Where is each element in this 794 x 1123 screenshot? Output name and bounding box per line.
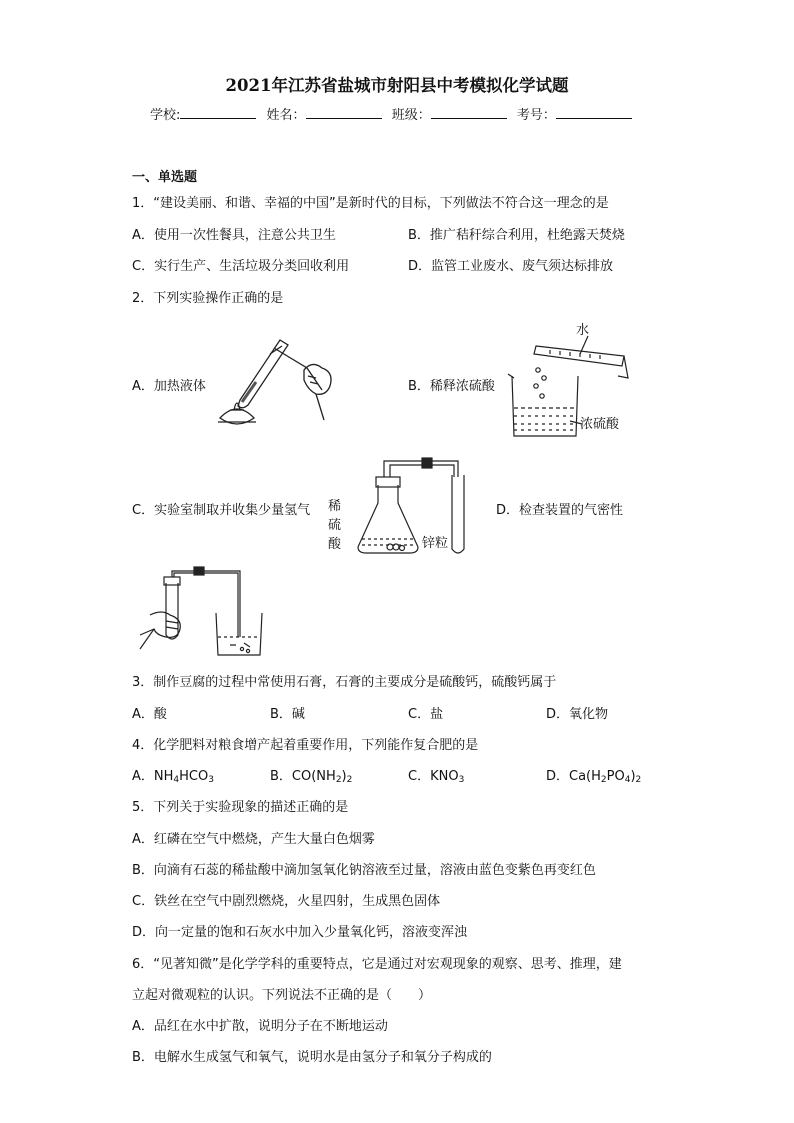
q4-option-d bbox=[546, 765, 641, 785]
q1-option-a: A．使用一次性餐具，注意公共卫生 bbox=[132, 228, 336, 243]
q3-option-b: B．碱 bbox=[270, 707, 305, 722]
q4-b-f3: 2 bbox=[346, 775, 353, 785]
q4-c-f0: KNO bbox=[430, 769, 459, 784]
q4-a-f2: HCO bbox=[179, 769, 209, 784]
label-dilute-acid-2: 硫 bbox=[328, 518, 342, 533]
q2-stem: 2．下列实验操作正确的是 bbox=[132, 291, 284, 306]
q3-option-c: C．盐 bbox=[408, 707, 444, 722]
figure-diluting-acid bbox=[500, 316, 650, 441]
q4-d-f2: PO bbox=[606, 769, 625, 784]
q6-stem-line2: 立起对微观粒的认识。下列说法不正确的是（ ） bbox=[132, 988, 432, 1003]
q4-d-f1: 2 bbox=[600, 775, 607, 785]
q4-b-f0: CO(NH bbox=[291, 769, 336, 784]
q4-b-f1: 2 bbox=[335, 775, 342, 785]
q4-option-b bbox=[270, 765, 352, 785]
q3-option-d: D．氧化物 bbox=[546, 707, 609, 722]
q6-option-b: B．电解水生成氢气和氧气，说明水是由氢分子和氧分子构成的 bbox=[132, 1050, 492, 1065]
q5-option-d: D．向一定量的饱和石灰水中加入少量氧化钙，溶液变浑浊 bbox=[132, 925, 468, 940]
q2-option-d: D．检查装置的气密性 bbox=[496, 503, 624, 518]
q4-b-f2: ) bbox=[341, 769, 347, 784]
q4-a-f3: 3 bbox=[208, 775, 214, 785]
q5-option-c: C．铁丝在空气中剧烈燃烧，火星四射，生成黑色固体 bbox=[132, 894, 441, 909]
q3-stem: 3．制作豆腐的过程中常使用石膏，石膏的主要成分是硫酸钙，硫酸钙属于 bbox=[132, 675, 557, 690]
section-heading: 一、单选题 bbox=[132, 170, 198, 185]
q2-option-a: A．加热液体 bbox=[132, 379, 206, 394]
label-dilute-acid-1: 稀 bbox=[328, 499, 342, 514]
q5-option-b: B．向滴有石蕊的稀盐酸中滴加氢氧化钠溶液至过量，溶液由蓝色变紫色再变红色 bbox=[132, 863, 596, 878]
q5-stem: 5．下列关于实验现象的描述正确的是 bbox=[132, 800, 349, 815]
q5-option-a: A．红磷在空气中燃烧，产生大量白色烟雾 bbox=[132, 832, 375, 847]
field-name-label: 姓名： bbox=[266, 108, 306, 123]
q2-option-c: C．实验室制取并收集少量氢气 bbox=[132, 503, 311, 518]
figure-heating-liquid bbox=[212, 330, 362, 435]
q4-d-prefix: D． bbox=[546, 769, 570, 784]
q4-c-f1: 3 bbox=[458, 775, 465, 785]
q4-stem: 4．化学肥料对粮食增产起着重要作用，下列能作复合肥的是 bbox=[132, 738, 479, 753]
q4-c-prefix: C． bbox=[408, 769, 431, 784]
label-dilute-acid-3: 酸 bbox=[328, 537, 342, 552]
field-school-label: 学校: bbox=[150, 108, 181, 123]
figure-hydrogen-prep bbox=[326, 455, 476, 560]
field-id-label: 考号： bbox=[516, 108, 556, 123]
q1-option-b: B．推广秸秆综合利用，杜绝露天焚烧 bbox=[408, 228, 625, 243]
q4-option-c bbox=[408, 765, 464, 785]
label-zinc: 锌粒 bbox=[422, 536, 449, 551]
q2-option-b: B．稀释浓硫酸 bbox=[408, 379, 495, 394]
q4-d-f5: 2 bbox=[635, 775, 642, 785]
q4-a-prefix: A． bbox=[132, 769, 154, 784]
figure-airtightness-check bbox=[136, 565, 266, 657]
q4-d-f4: ) bbox=[630, 769, 636, 784]
q6-stem-line1: 6．“见著知微”是化学学科的重要特点，它是通过对宏观现象的观察、思考、推理，建 bbox=[132, 957, 622, 972]
q1-stem: 1．“建设美丽、和谐、幸福的中国”是新时代的目标，下列做法不符合这一理念的是 bbox=[132, 196, 609, 211]
q1-option-c: C．实行生产、生活垃圾分类回收利用 bbox=[132, 259, 350, 274]
q4-b-prefix: B． bbox=[270, 769, 292, 784]
q4-d-f3: 4 bbox=[624, 775, 631, 785]
student-info-fields bbox=[150, 104, 638, 123]
field-name-blank[interactable] bbox=[306, 106, 382, 119]
q4-a-f0: NH bbox=[153, 769, 174, 784]
q4-option-a bbox=[132, 765, 214, 785]
label-water: 水 bbox=[576, 323, 590, 338]
field-school-blank[interactable] bbox=[180, 106, 256, 119]
field-class-blank[interactable] bbox=[431, 106, 507, 119]
field-id-blank[interactable] bbox=[556, 106, 632, 119]
q4-d-f0: Ca(H bbox=[569, 769, 601, 784]
label-conc-acid: 浓硫酸 bbox=[580, 417, 620, 432]
field-class-label: 班级： bbox=[391, 108, 431, 123]
q3-option-a: A．酸 bbox=[132, 707, 167, 722]
q1-option-d: D．监管工业废水、废气须达标排放 bbox=[408, 259, 614, 274]
q4-a-f1: 4 bbox=[173, 775, 180, 785]
page-title: 2021年江苏省盐城市射阳县中考模拟化学试题 bbox=[225, 76, 569, 95]
q6-option-a: A．品红在水中扩散，说明分子在不断地运动 bbox=[132, 1019, 388, 1034]
